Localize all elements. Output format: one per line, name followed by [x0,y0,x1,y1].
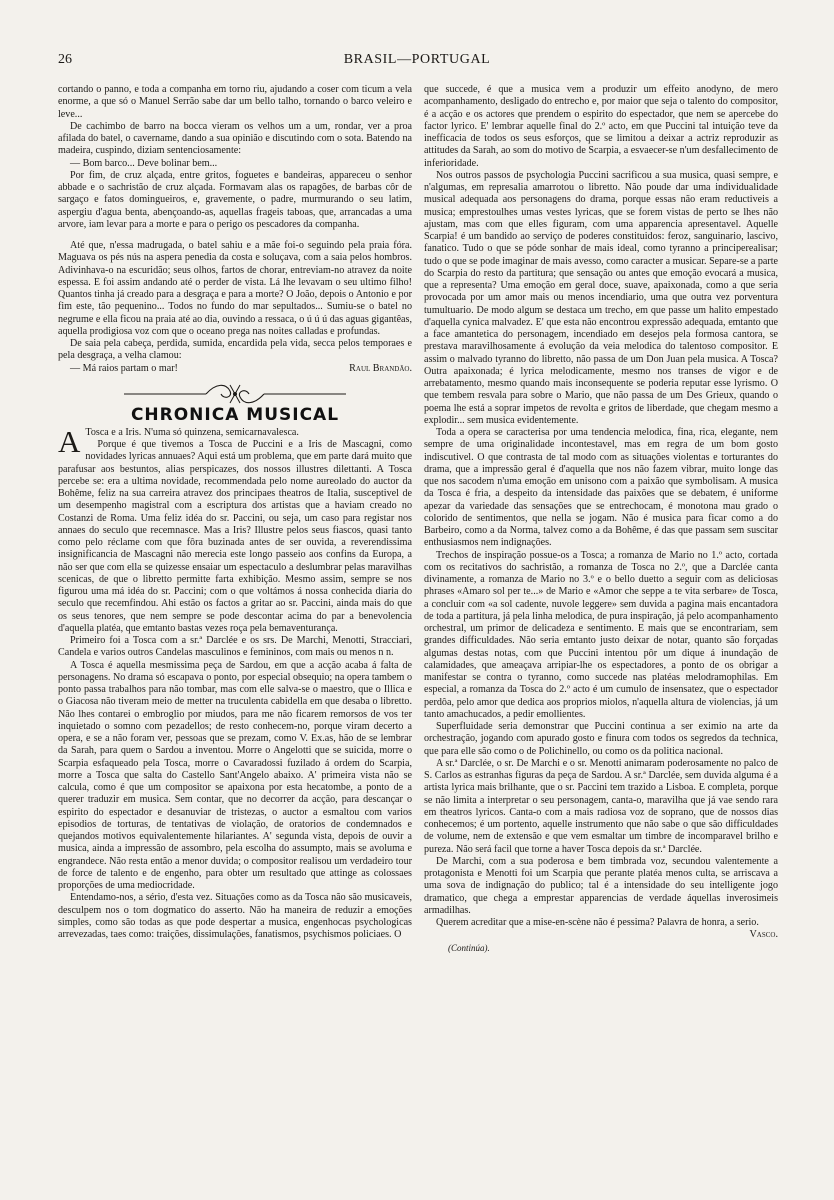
drop-cap: A [58,423,81,459]
chronica-paragraph: Entendamo-nos, a sério, d'esta vez. Situações como as da Tosca não são musicaveis, desculpem nos o tom dogmatico do asserto. Não ha maneira de reduzir a emoções simples, como são todas as que pode despertar a musica, engenhocas psychologicas arrevezadas, taes como: traições, dissimulações, fanatismos, psychismos policiaes. O [58,892,412,940]
chronica-paragraph: Trechos de inspiração possue-os a Tosca; a romanza de Mario no 1.º acto, cortada com os recitativos do sachristão, a romanza de Tosca no 2.º, que a Darclée canta divinamente, a romanza de Mario no 3.º e o bello duetto a seguir com as deliciosas phrases «Amaro sol per te...» de Mario e «Amor che seppe a te vita serbare» de Tosca, a concluir com «a sol cadente, nuvole leggere» sem duvida a pagina mais encantadora de toda a partitura, já pela linha melodica, de pura inspiração, já pelo acompanhamento orchestral, um primor de delicadeza e sentimento. E mais que se encontrariam, sem grandes difficuldades. Não seria emtanto justo deixar de notar, quanto são forçadas algumas destas notas, com que Puccini intentou pôr um dique á inundação de calamidades, que ameaçava arripiar-lhe os espectadores, a ponto de os obrigar a manifestar se contra o tyranno, como succede nas platéas melodramophilas. Em especial, a romanza da Tosca do 2.º acto é um cumulo de insensatez, que o espectador perdôa, pelo amor que dedica aos proprios miolos, n'aquella altura de violencias, já um tanto amachucados, a pedir emollientes. [424,549,778,720]
story-author: Raul Brandão. [349,362,412,374]
continued-note: (Continúa). [448,942,490,953]
chronica-paragraph: Primeiro foi a Tosca com a sr.ª Darclée e os srs. De Marchi, Menotti, Stracciari, Candela e varios outros Candelas masculinos e femininos, com mais ou menos n n. [58,635,412,659]
chronica-intro [58,423,412,459]
journal-title: BRASIL—PORTUGAL [343,52,491,67]
story-paragraph: De cachimbo de barro na bocca vieram os velhos um a um, rondar, ver a proa afilada do batel, o cavername, dando a sua opinião e discutindo com o sota. Batendo na madeira, cuspindo, diziam sentenciosamente: [58,120,412,157]
chronica-paragraph: Querem acreditar que a mise-en-scène não é pessima? Palavra de honra, a serio. [436,917,759,928]
running-head [58,52,776,74]
left-column [58,84,412,1170]
ornament-divider-icon [120,381,350,407]
chronica-paragraph: Toda a opera se caracterisa por uma tendencia melodica, fina, rica, elegante, nem sempre de uma originalidade incontestavel, mas em regra de um bom gosto indiscutivel. O que contrasta de tal modo com as situações violentas e torturantes do drama, que a impressão geral é d'aquella que nos não fazem vibrar, muito longe das que nos sacodem n'uma emoção em unisono com a paixão que symbolisam. A musica da Tosca é fria, a despeito da intensidade das paixões que se debatem, é uniforme apezar da variedade das sensações que se entrechocam, é monotona mau grado o colorido de sentimentos, que nella se jogam. Não é musica para ficar como a do Barbeiro, como a da Norma, talvez como a da Bohême, é das que passam sem suscitar enthusiasmos nem indignações. [424,427,778,549]
story-paragraph: — Bom barco... Deve bolinar bem... [70,157,218,169]
page-number: 26 [58,52,72,67]
story-paragraph: De saia pela cabeça, perdida, sumida, encardida pela vida, secca pelos temporaes e pela desgraça, a velha clamou: [58,338,412,362]
story-paragraph: cortando o panno, e toda a companha em torno riu, ajudando a coser com ticum a vela enorme, a que só o Manuel Serrão sabe dar um bello talho, tornando o barco veleiro e leve... [58,84,412,120]
chronica-paragraph: A sr.ª Darclée, o sr. De Marchi e o sr. Menotti animaram poderosamente no palco de S. Carlos as estranhas figuras da peça de Sardou. A sr.ª Darclée, sem duvida alguma é a artista lyrica mais brilhante, que o sr. Paccini tem trazido a Lisboa. E completa, porque se não limita a interpretar o seu personagem, canta-o, maravilha que já vae sendo rara em theatros lyricos. Canta-o com a mais radiosa voz de soprano, que de nossos dias conhecemos; é um portento, aquelle instrumento que não sabe o que são difficuldades de volume, nem de extensão e que vem esmaltar um timbre de incomparavel brilho e pureza. Não será facil que torne a haver Tosca depois da sr.ª Darclée. [424,757,778,855]
chronica-intro-text: Tosca e a Iris. N'uma só quinzena, semicarnavalesca. [85,426,299,438]
section-title: CHRONICA MUSICAL [130,404,340,425]
chronica-paragraph: A Tosca é aquella mesmissima peça de Sardou, em que a acção acaba á falta de personagens. No drama só escapava o ponto, por especial obsequio; na opera tambem o ponto passa trabalhos para não tombar, mas com elle salva-se o maestro, que o Illica e o Giacosa não tiveram meio de metter na truculenta cabidella em que desaba o libretto. Não lhes contarei o embroglio por miudos, para me não ficarem remorsos de vos ter inquietado o somno com pezadellos; de resto conhecem-no, porque viram decerto a opera, e se a não foram ver, pessoas que se prezam, como V. Ex.as, hão de se lembrar da Sarah, para quem o Sardou a inventou. Morre o Angelotti que se suicida, morre o Scarpia esfaqueado pela Tosca, morre o Cavaradossi fuzilado á ordem do Scarpia, morre a Tosca que salta do Castello Sant'Angelo abaixo. A' primeira vista não se calcula, como é que um compositor se apaixona por esta hecatombe, a ponto de a querer traduzir em musica. Sem contar, que no decorrer da acção, para descançar o espirito do espectador e desanuviar de tristezas, o auctor a esmaltou com varios episodios de torturas, de tentativas de violação, de oratorios de condemnados e quejandos motivos equivalentemente hilariantes. A' segunda vista, depois de ouvir a musica, ainda a impressão de assombro, pela escolha do assumpto, mais se avoluma e engrandece. Não resta então a menor duvida; o compositor realisou um verdadeiro tour de force de talento e de engenho, para obter um resultado que attinge as colossaes proporções de uma mediocridade. [58,659,412,891]
continued-paragraph: que succede, é que a musica vem a produzir um effeito anodyno, de mero acompanhamento, desligado do entrecho e, por maior que seja o talento do compositor, é a acção e os actores que prendem o espirito do espectador, que nem se apercebe do factor lyrico. E' lembrar aquelle final do 2.º acto, em que Puccini tal intuição teve da inefficacia de todos os seus esforços, que se limitou a deixar a actriz reproduzir as attitudes da Sarah, ao som do motivo de Scarpia, a esvaecer-se n'um desfallecimento de inferioridade. [424,84,778,169]
story-paragraph: Até que, n'essa madrugada, o batel sahiu e a mãe foi-o seguindo pela praia fóra. Maguava os pés nús na aspera penedia da costa e soluçava, com a saia pelos hombros. Adivinhava-o na escuridão; seus olhos, fartos de chorar, entreviam-no atravez da noite espessa. E foi assim andando até o perder de vista. Lá lhe levavam o seu ultimo filho! Quantos tinha já creado para a desgraça e para a morte? O João, depois o Antonio e por fim este, tão pequenino... Todos no fundo do mar sepultados... Sumiu-se o batel no negrume e ella ficou na praia até ao dia, ouvindo a ressaca, o ú ú ú das aguas gigantêas, aquella prodigiosa voz com que o oceano prega nas noites calladas e profundas. [58,240,412,337]
chronica-paragraph: Superfluidade seria demonstrar que Puccini continua a ser eximio na arte da orchestração, jogando com apurado gosto e finura com todos os segredos da technica, que para elle são como o de Polichinello, ou como os da politica nacional. [424,721,778,757]
story-closing-line [58,363,412,375]
story-paragraph: Por fim, de cruz alçada, entre gritos, foguetes e bandeiras, appareceu o senhor abbade e o sachristão de cruz alçada. Formavam alas os rapagões, de barbas côr de sargaço e fatos domingueiros, e, gravemente, o padre, murmurando o seu latim, aspergiu d'agua benta, abençoando-as, aquellas frageis taboas, que, arrancadas a uma arvore, iam levar para a morte e para o perigo os pescadores da companha. [58,169,412,230]
right-column [424,84,778,1170]
chronica-paragraph: Porque é que tivemos a Tosca de Puccini e a Iris de Mascagni, como novidades lyricas annuaes? Aqui está um problema, que em parte dará muito que parafusar aos bestuntos, alias perspicazes, dos nossos illustres dilettanti. A Tosca percebe se: era a ultima novidade, recommendada pelo nome aureolado do auctor da Bohême, feliz na sua carreira atravez dos principaes theatros de Italia, susceptivel de um desempenho magistral com a escriptura dos artistas que a haviam creado no Costanzi de Roma. Uma feliz idéa do sr. Paccini, ou seja, um caso para registar nos annaes do seculo que recemnasce. Mas a Iris? Illustre pelos seus fiascos, quasi tanto como pelo réclame com que fôra buzinada antes de ser ouvida, a reverendissima insignificancia de Mascagni não merecia este longo passeio aos confins da Europa, a não ser que com ella se quizesse ensaiar um espectaculo a deslumbrar pelas maravilhas scenicas, de que o libretto permitte farta exhibição. Mesmo assim, sempre se nos figurou uma má idéa do sr. Paccini; com o que voltámos á nossa conhecida diaria do seculo que recemfindou. Ahi estão os factos a gritar ao sr. Paccini, ainda mais do que os seus tenores, que nem sempre se pode descontar acima do par a benevolencia d'aquella platéa, que emtanto bastas vezes roça pela bemaventurança. [58,439,412,634]
article-signature: Vasco. [749,929,778,941]
closing-quote: — Má raios partam o mar! [70,362,178,374]
chronica-paragraph: De Marchi, com a sua poderosa e bem timbrada voz, secundou valentemente a protagonista e Menotti foi um Scarpia que perante platéa menos culta, se arriscava a uma sova de indignação do publico; tal é a intensidade do seu intelligente jogo dramatico, que chega a emprestar apparencias de verdade áquellas inverosimeis armadilhas. [424,855,778,916]
chronica-paragraph: Nos outros passos de psychologia Puccini sacrificou a sua musica, quasi sempre, e n'algumas, em represalia amarrotou o libretto. Não poude dar uma individualidade musical adequada aos personagens do drama, porque essas não eram reductiveis a musica; emprestoulhes umas vestes lyricas, que se forem vistas de perto se lhes não ajustam, mas com que elles figuram, com uma apparencia apresentavel. Aquelle Scarpia! é um bandido ao serviço de poderes constituidos: feroz, sanguinario, lascivo, fanatico. Tudo o que se póde sonhar de mais ideal, como tyranno a principerealisar; tudo o que se pode imaginar de mais avesso, como caracter a musicar. Separe-se a parte do Scarpia do resto da partitura; que sensação ou antes que emoção evocará a musica, que a representa? Uma emoção em geral doce, suave, apaixonada, como a que seria provocada por um amor mais ou menos incendiario, uma que outra vez porventura tumultuario. De modo algum se destaca um trecho, em que passe um halito empestado d'aquella cynica malvadez. E' que esta não encontrou expressão adequada, emtanto que a face amantetica do personagem, incendiado em desejos pela formosa cantora, se prestava maravilhosamente á evolução da veia melodica do talentoso compositor. E assim o malvado tyranno do libretto, não passa de um Don Juan pela musica. A Tosca? Outra apaixonada; é lyrica melodicamente, mesmo nos transes de vigor e de arrebatamento, mesmo quando mais inconsequente se poderia reputar esse lyrismo. O que tembem resvala para sobre o Mario, que não passa de um Des Grieux, quando o poema lhe está a soprar impetos de revolta e gritos de liberdade, que chegam mesmo a explodir... sem musica evidentemente. [424,169,778,426]
